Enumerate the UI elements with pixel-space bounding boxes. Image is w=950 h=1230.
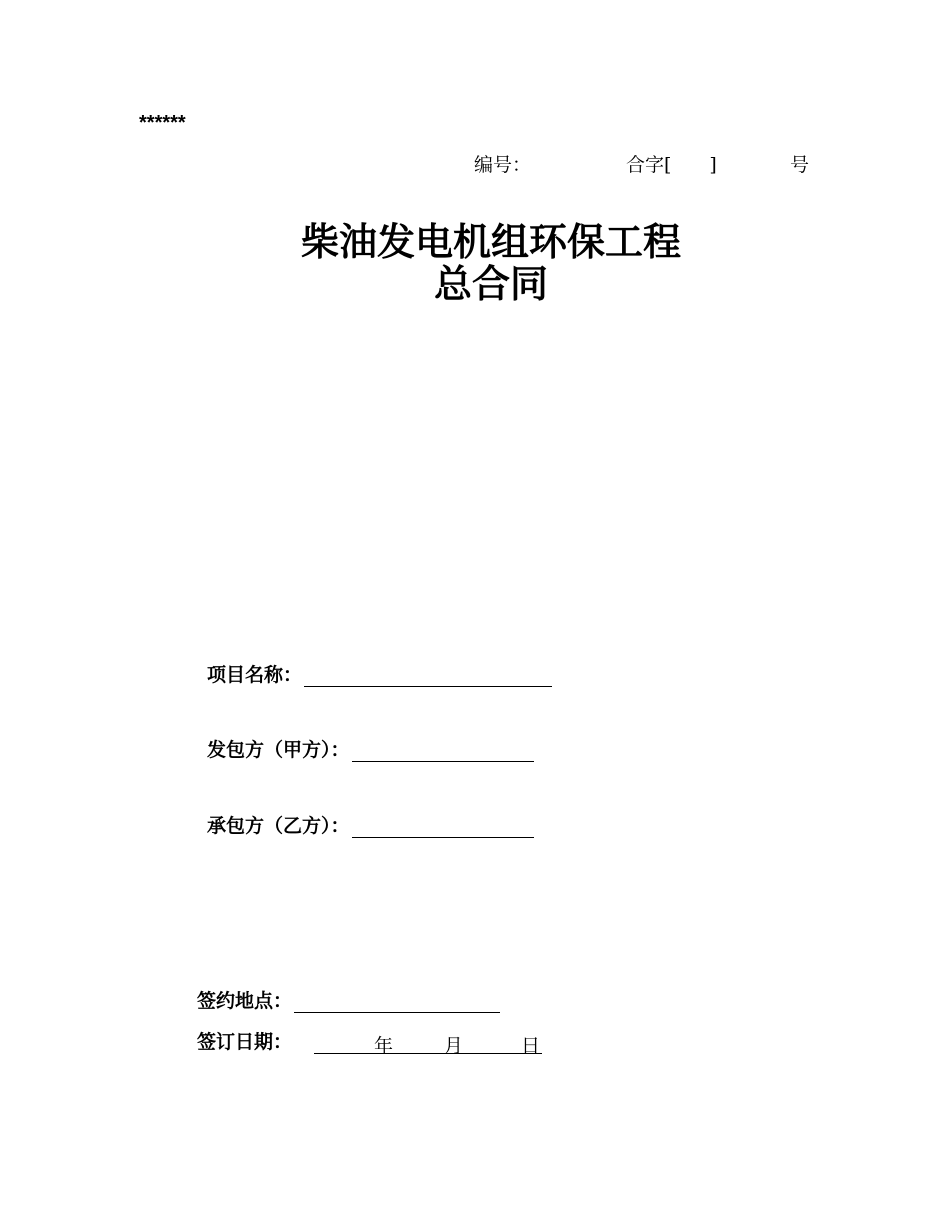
party-b-label: 承包方（乙方）： xyxy=(207,815,350,837)
party-b-field xyxy=(207,811,534,838)
party-a-blank[interactable] xyxy=(352,741,534,762)
sign-place-blank[interactable] xyxy=(294,992,500,1013)
sign-place-label: 签约地点： xyxy=(197,990,293,1012)
party-b-blank[interactable] xyxy=(352,817,534,838)
contract-number-prefix: 合字[ ] xyxy=(626,154,717,176)
sign-place-field xyxy=(197,986,500,1013)
contract-title-line1: 柴油发电机组环保工程 xyxy=(300,220,681,264)
date-month-label: 月 xyxy=(444,1035,464,1057)
sign-date-field xyxy=(197,1027,542,1057)
sign-date-label: 签订日期： xyxy=(197,1031,293,1053)
party-a-label: 发包方（甲方）： xyxy=(207,739,350,761)
project-name-label: 项目名称： xyxy=(207,664,303,686)
sign-date-blank[interactable] xyxy=(314,1031,542,1057)
contract-number-suffix: 号 xyxy=(790,154,810,176)
date-day-label: 日 xyxy=(521,1035,541,1057)
party-a-field xyxy=(207,735,534,762)
contract-number-label: 编号： xyxy=(474,154,532,176)
confidential-stars: ****** xyxy=(139,112,186,134)
project-name-field xyxy=(207,660,552,687)
contract-title-line2: 总合同 xyxy=(433,262,548,306)
project-name-blank[interactable] xyxy=(304,666,552,687)
date-year-label: 年 xyxy=(374,1035,394,1057)
